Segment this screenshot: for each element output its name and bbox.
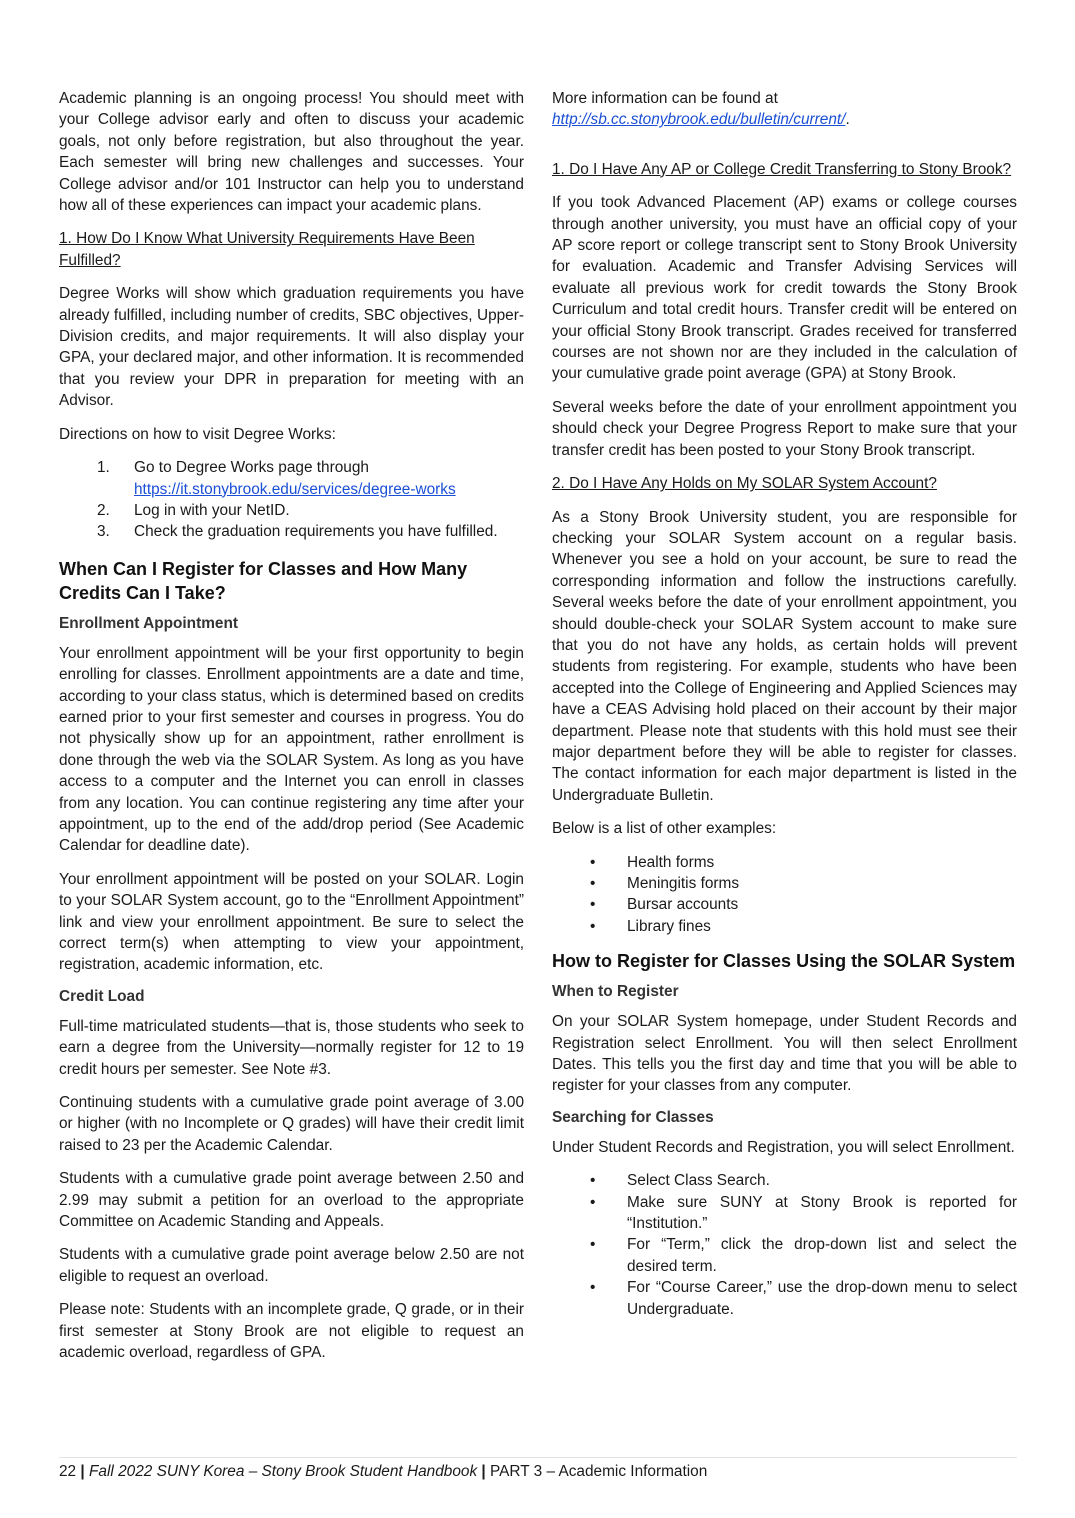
list-item: 1. Go to Degree Works page through https://it.stonybrook.edu/services/degree-works [97, 459, 456, 498]
bullet-icon: • [590, 1193, 596, 1211]
right-column [552, 88, 1017, 1332]
list-item: • Health forms [552, 852, 1017, 873]
list-item: • Meningitis forms [552, 873, 1017, 894]
search-paragraph: Under Student Records and Registration, you will select Enrollment. [552, 1138, 1015, 1156]
ap-paragraph-1: If you took Advanced Placement (AP) exams or college courses through another university, you must have an official copy of your AP score report or college transcript sent to Stony Brook University for evaluation. Academic and Transfer Advising Services will evaluate all previous work for credit towards the Stony Brook Curriculum and total credit hours. Transfer credit will be entered on your official Stony Brook transcript. Grades received for transferred courses are not shown nor are they included in the calculation of your cumulative grade point average (GPA) at Stony Brook. [552, 194, 1017, 383]
enrollment-paragraph-1: Your enrollment appointment will be your first opportunity to begin enrolling for classes. Enrollment appointments are a date and time, according to your class status, which is determined based on credits earned prior to your first semester and courses in progress. You do not physically show up for an appointment, rather enrollment is done through the web via the SOLAR System. As long as you have access to a computer and the Internet you can enroll in classes from any location. You can continue registering any time after your appointment, up to the end of the add/drop period (See Academic Calendar for deadline date). [59, 644, 524, 855]
bullet-icon: • [590, 853, 596, 871]
question-holds-heading: 2. Do I Have Any Holds on My SOLAR System Account? [552, 475, 937, 493]
section-name: PART 3 – Academic Information [490, 1463, 708, 1480]
ap-paragraph-2: Several weeks before the date of your enrollment appointment you should check your Degree Progress Report to make sure that your transfer credit has been posted to your Stony Brook transcript. [552, 398, 1017, 459]
more-info-text: More information can be found at [552, 90, 778, 107]
left-column [59, 88, 524, 1376]
list-item: 3. Check the graduation requirements you have fulfilled. [59, 521, 524, 542]
step-text: Log in with your NetID. [134, 501, 290, 519]
bullet-icon: • [590, 1172, 596, 1190]
footer-separator: | [80, 1463, 85, 1480]
searching-heading: Searching for Classes [552, 1108, 714, 1126]
search-steps-list [552, 1170, 1017, 1320]
credit-load-heading: Credit Load [59, 987, 145, 1005]
solar-section-title: How to Register for Classes Using the SOLAR System [552, 951, 1016, 972]
bullet-icon: • [590, 1279, 596, 1297]
when-paragraph: On your SOLAR System homepage, under Student Records and Registration select Enrollment. You will then select Enrollment Dates. This tells you the first day and time that you will be able to register for your classes from any computer. [552, 1013, 1017, 1095]
bullet-icon: • [590, 896, 596, 914]
credit-paragraph-4: Students with a cumulative grade point average below 2.50 are not eligible to request an overload. [59, 1246, 524, 1285]
credit-paragraph-1: Full-time matriculated students—that is, those students who seek to earn a degree from the University—normally register for 12 to 19 credit hours per semester. See Note #3. [59, 1017, 524, 1078]
list-item: • Library fines [552, 916, 1017, 937]
list-item: • Make sure SUNY at Stony Brook is reported for “Institution.” [552, 1192, 1017, 1235]
list-item: • For “Term,” click the drop-down list and select the desired term. [552, 1234, 1017, 1277]
intro-paragraph: Academic planning is an ongoing process! You should meet with your College advisor early and often to discuss your academic goals, not only before registration, but also throughout the year. Each semester will bring new challenges and successes. Your College advisor and/or 101 Instructor can help you to understand how all of these experiences can impact your academic plans. [59, 90, 524, 215]
holds-examples-list [552, 852, 1017, 938]
more-info-paragraph: More information can be found at http://sb.cc.stonybrook.edu/bulletin/current/. [552, 90, 850, 129]
register-section-title: When Can I Register for Classes and How Many Credits Can I Take? [59, 558, 468, 603]
list-item: • Select Class Search. [552, 1170, 1017, 1191]
step-text: Check the graduation requirements you have fulfilled. [134, 523, 498, 541]
when-to-register-heading: When to Register [552, 983, 679, 1001]
bullet-icon: • [590, 1236, 596, 1254]
step-text: Go to Degree Works page through [134, 459, 369, 477]
page-footer [59, 1457, 1017, 1481]
question-ap-heading: 1. Do I Have Any AP or College Credit Transferring to Stony Brook? [552, 160, 1012, 178]
bullet-icon: • [590, 875, 596, 892]
enrollment-appointment-heading: Enrollment Appointment [59, 614, 238, 632]
credit-paragraph-3: Students with a cumulative grade point average between 2.50 and 2.99 may submit a petition for an overload to the appropriate Committee on Academic Standing and Appeals. [59, 1170, 524, 1231]
credit-paragraph-5: Please note: Students with an incomplete grade, Q grade, or in their first semester at Stony Brook are not eligible to request an academic overload, regardless of GPA. [59, 1301, 524, 1362]
degree-works-steps [59, 457, 524, 543]
list-item: 2. Log in with your NetID. [59, 500, 524, 521]
holds-paragraph: As a Stony Brook University student, you are responsible for checking your SOLAR System account on a regular basis. Whenever you see a hold on your account, be sure to read the corresponding information and follow the instructions carefully. Several weeks before the date of your enrollment appointment, you should double-check your SOLAR System account to make sure that you do not have any holds, as certain holds will prevent students from registering. For example, students who have been accepted into the College of Engineering and Applied Sciences may have a CEAS Advising hold placed on their account by their major department. Please note that students with this hold must see their major department before they will be able to register for classes. The contact information for each major department is listed in the Undergraduate Bulletin. [552, 508, 1017, 804]
footer-separator: | [481, 1463, 486, 1480]
bulletin-link[interactable]: http://sb.cc.stonybrook.edu/bulletin/current/ [552, 111, 846, 129]
examples-intro: Below is a list of other examples: [552, 820, 777, 838]
page-number: 22 [59, 1463, 77, 1480]
degree-works-link[interactable]: https://it.stonybrook.edu/services/degree-works [134, 480, 456, 498]
question-requirements-heading: 1. How Do I Know What University Requirements Have Been Fulfilled? [59, 230, 475, 269]
degree-works-paragraph: Degree Works will show which graduation requirements you have already fulfilled, including number of credits, SBC objectives, Upper-Division credits, and major requirements. It will also display your GPA, your declared major, and other information. It is recommended that you review your DPR in preparation for meeting with an Advisor. [59, 285, 524, 410]
bullet-icon: • [590, 917, 596, 935]
enrollment-paragraph-2: Your enrollment appointment will be posted on your SOLAR. Login to your SOLAR System account, go to the “Enrollment Appointment” link and view your enrollment appointment. Be sure to select the correct term(s) when attempting to view your appointment, registration, academic information, etc. [59, 870, 524, 974]
directions-intro: Directions on how to visit Degree Works: [59, 425, 336, 443]
list-item: • For “Course Career,” use the drop-down menu to select Undergraduate. [552, 1277, 1017, 1320]
list-item: • Bursar accounts [552, 894, 1017, 915]
handbook-title: Fall 2022 SUNY Korea – Stony Brook Student Handbook [89, 1463, 478, 1480]
credit-paragraph-2: Continuing students with a cumulative grade point average of 3.00 or higher (with no Incomplete or Q grades) will have their credit limit raised to 23 per the Academic Calendar. [59, 1094, 524, 1154]
